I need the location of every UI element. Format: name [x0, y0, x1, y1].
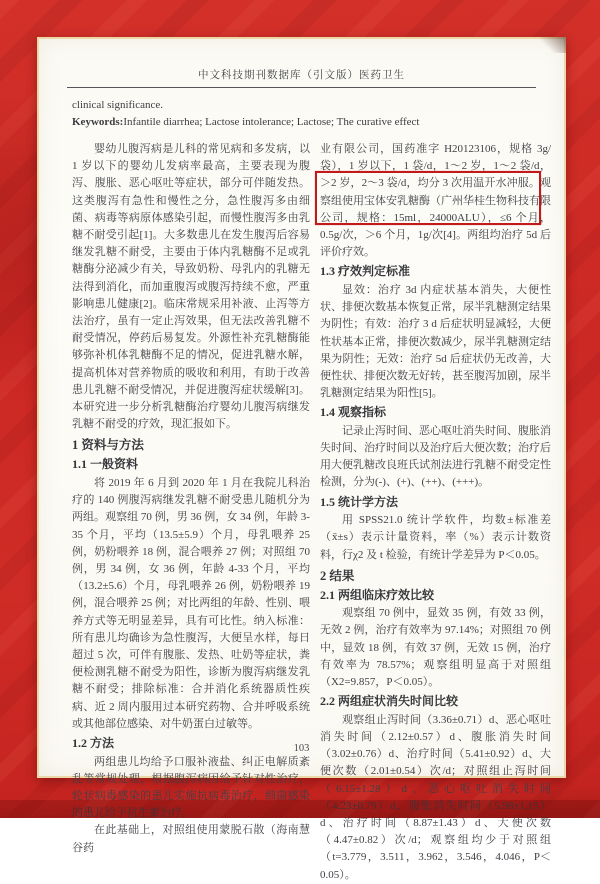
english-clinical-line: clinical significance.: [72, 99, 164, 111]
heading-results: 2 结果: [319, 568, 355, 583]
red-highlight-annotation-box: [315, 171, 541, 225]
intro-paragraph: 婴幼儿腹泻病是儿科的常见病和多发病，以 1 岁以下的婴幼儿发病率最高，主要表现为腹泻、腹胀、恶心呕吐等症状，部分可伴随发热。这类腹泻有急性和慢性之分，急性腹泻多由细菌、病毒等病原体感染引起，而慢性腹泻多由乳糖不耐受引起[1]。大多数患儿在发生腹泻后容易继发乳糖不耐受，主要由于体内乳糖酶不足或乳糖酶分泌减少有关，导致奶粉、母乳内的乳糖无法得到消化，而加重腹泻或腹泻持续不愈，严重影响患儿健康[2]。临床常规采用补液、止泻等方法治疗，虽有一定止泻效果，但无法改善乳糖不耐受情况，停药后易复发。外源性补充乳糖酶能够弥补机体乳糖酶不足的情况，促进乳糖水解，提高机体对营养物质的吸收和利用，有助于改善患儿乳糖不耐受情况，并促进腹泻症状缓解[3]。本研究进一步分析乳糖酶治疗婴幼儿腹泻病继发乳糖不耐受的疗效，现汇报如下。: [72, 143, 310, 431]
general-data-paragraph: 将 2019 年 6 月到 2020 年 1 月在我院儿科治疗的 140 例腹泻病继发乳糖不耐受患儿随机分为两组。观察组 70 例，男 36 例，女 34 例，年龄 3-35 个月，平均（13.5±5.9）个月，母乳喂养 25 例，奶粉喂养 18 例，混合喂养 27 例；对照组 70 例，男 34 例，女 36 例，年龄 4-33 个月，平均（13.2±5.6）个月，母乳喂养 26 例，奶粉喂养 19 例，混合喂养 25 例；对比两组的年龄、性别、喂养方式等无明显差异，具有可比性。纳入标准：所有患儿均确诊为急性腹泻，大便呈水样，每日超过 5 次，可伴有腹胀、发热、吐奶等症状，粪便检测乳糖不耐受为阳性，诊断为腹泻病继发乳糖不耐受；排除标准：合并消化系统器质性疾病、近 2 周内服用过本研究药物、合并呼吸系统或其他部位感染、对牛奶蛋白过敏等。: [72, 476, 310, 730]
keywords-label: Keywords:: [72, 116, 124, 128]
keywords-text: Infantile diarrhea; Lactose intolerance; Lactose; The curative effect: [123, 116, 420, 128]
statistics-method-paragraph: 用 SPSS21.0 统计学软件，均数±标准差（x̄±s）表示计量资料，率（%）表示计数资料，行χ2 及 t 检验，有统计学差异为 P＜0.05。: [319, 514, 551, 561]
journal-header-title: 中文科技期刊数据库（引文版）医药卫生: [198, 70, 405, 81]
symptom-time-paragraph: 观察组止泻时间（3.36±0.71）d、恶心呕吐消失时间（2.12±0.57）d、腹胀消失时间（3.02±0.76）d、治疗时间（5.41±0.92）d、大便次数（2.01±0.54）次/d；对照组止泻时间（6.15±1.28）d、恶心呕吐消失时间（4.23±0.79）d、腹胀消失时间（5.98±1.15）d、治疗时间（8.87±1.43）d、大便次数（4.47±0.82）次/d；观察组均少于对照组（t=3.779，3.511，3.962，3.546，4.046，P＜0.05）。: [319, 713, 551, 881]
heading-materials-methods: 1 资料与方法: [72, 438, 144, 453]
heading-observation-index: 1.4 观察指标: [319, 405, 386, 420]
paper-page: [37, 37, 566, 881]
efficacy-criteria-paragraph: 显效：治疗 3d 内症状基本消失，大便性状、排便次数基本恢复正常，尿半乳糖测定结果为阴性；有效：治疗 3 d 后症状明显减轻，大便性状基本正常，排便次数减少，尿半乳糖测定结果为阴性；无效：治疗 5d 后症状仍无改善，大便性状、排便次数无好转，甚至腹泻加剧，尿半乳糖测定结果为阳性[5]。: [319, 283, 551, 400]
observation-index-paragraph: 记录止泻时间、恶心呕吐消失时间、腹胀消失时间、治疗时间以及治疗后大便次数；治疗后用大便乳糖改良班氏试剂法进行乳糖不耐受定性检测，分为(-)、(+)、(++)、(+++)。: [319, 424, 551, 489]
clinical-efficacy-paragraph: 观察组 70 例中，显效 35 例，有效 33 例，无效 2 例，治疗有效率为 97.14%；对照组 70 例中，显效 18 例，有效 37 例，无效 15 例，治疗有效率为 78.57%；观察组明显高于对照组（X2=9.857，P＜0.05）。: [319, 607, 551, 689]
heading-symptom-time-compare: 2.2 两组症状消失时间比较: [319, 694, 458, 709]
heading-clinical-efficacy-compare: 2.1 两组临床疗效比较: [319, 587, 434, 602]
page-number: 103: [293, 743, 310, 754]
method-continuation-paragraph: 业有限公司，国药准字 H20123106，规格 3g/袋），1 岁以下，1 袋/d，1～2 岁，1～2 袋/d，＞2 岁，2～3 袋/d，均分 3 次用温开水冲服。观察组使用宝体安乳糖酶（广州华桂生物科技有限公司，规格：15ml，24000ALU），≤6 个月，0.5g/次，＞6 个月，1g/次[4]。两组均治疗 5d 后评价疗效。: [319, 143, 551, 259]
method-paragraph-1: 两组患儿均给予口服补液盐、纠正电解质紊乱等常规处理，根据腹泻病因给予针对性治疗，轮状病毒感染的患儿实施抗病毒治疗，细菌感染的患儿给予抗生素治疗。: [72, 755, 310, 820]
heading-method: 1.2 方法: [72, 736, 115, 750]
method-paragraph-2: 在此基础上，对照组使用蒙脱石散（海南慧谷药: [72, 824, 310, 854]
english-keywords-line: [72, 116, 564, 128]
heading-efficacy-criteria: 1.3 疗效判定标准: [319, 264, 410, 279]
heading-statistics-method: 1.5 统计学方法: [319, 494, 398, 509]
heading-general-data: 1.1 一般资料: [72, 457, 139, 472]
left-column: [72, 141, 310, 884]
two-column-body: [72, 141, 551, 884]
header-divider: [67, 87, 536, 88]
page-corner-shadow: [540, 37, 566, 53]
right-column: [320, 141, 551, 884]
